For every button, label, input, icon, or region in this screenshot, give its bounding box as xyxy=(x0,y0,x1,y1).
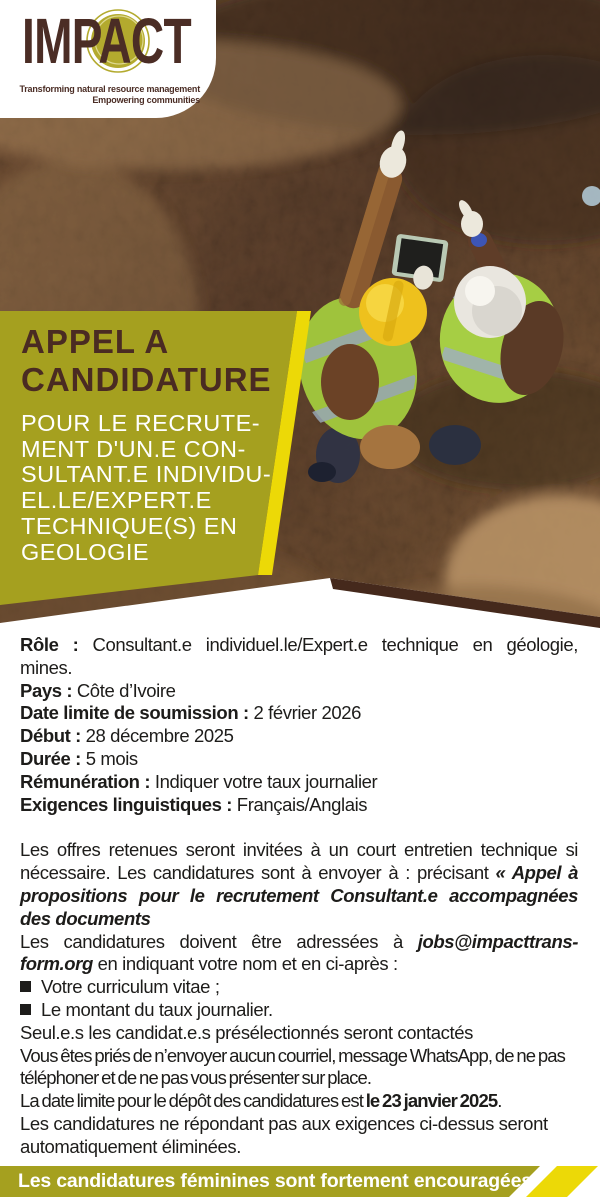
closing-lines xyxy=(20,1022,578,1159)
footer-banner xyxy=(0,1166,600,1200)
bullet-list xyxy=(20,976,578,1022)
impact-logo-text: IMPACT xyxy=(22,5,191,77)
bullet-item xyxy=(20,976,578,999)
text-segment: Les candidatures doivent être adressées à xyxy=(20,930,418,952)
text-segment: Les candidatures ne répondant pas aux exigences ci-dessus seront automatiquement éliminées. xyxy=(20,1112,548,1157)
detail-row: Début : 28 décembre 2025 xyxy=(20,725,234,747)
detail-row: Rôle : Consultant.e individuel.le/Expert.e technique en géologie, mines. xyxy=(20,634,578,678)
title-banner xyxy=(0,311,315,607)
detail-label: Début : xyxy=(20,725,81,747)
details-list xyxy=(20,634,578,816)
detail-row: Pays : Côte d’Ivoire xyxy=(20,679,176,701)
detail-label: Pays : xyxy=(20,679,73,701)
text-segment: Seul.e.s les candidat.e.s présélectionnés seront contactés xyxy=(20,1021,473,1043)
banner-subtitle-line: GEOLOGIE xyxy=(21,538,150,565)
text-segment: Vous êtes priés de n’envoyer aucun courriel, message WhatsApp, de ne pas téléphoner et de ne pas vous présenter sur place. xyxy=(20,1044,565,1089)
logo-tagline xyxy=(10,84,200,106)
text-segment: « Appel à propositions pour le recrutement Consultant.e accompagnées des documents xyxy=(20,862,578,929)
footer-text: Les candidatures féminines sont fortement encouragées xyxy=(18,1170,532,1192)
bullet-square-icon xyxy=(20,1004,31,1015)
banner-title xyxy=(21,323,272,399)
text-segment: le 23 janvier 2025 xyxy=(365,1090,498,1112)
banner-title-line2: CANDIDATURE xyxy=(21,361,272,398)
text-segment: La date limite pour le dépôt des candidatures est xyxy=(20,1090,366,1112)
banner-title-line1: APPEL A xyxy=(21,323,170,360)
bullet-square-icon xyxy=(20,981,31,992)
paragraph-email-instructions xyxy=(20,931,578,977)
closing-line xyxy=(20,1022,578,1045)
banner-subtitle-line: EL.LE/EXPERT.E xyxy=(21,487,212,514)
body-content xyxy=(20,634,578,1159)
detail-row: Rémunération : Indiquer votre taux journalier xyxy=(20,770,378,792)
closing-line xyxy=(20,1090,578,1113)
paragraph-application-info xyxy=(20,839,578,930)
text-segment: en indiquant votre nom et en ci-après : xyxy=(92,953,398,975)
detail-row: Date limite de soumission : 2 février 2026 xyxy=(20,702,361,724)
detail-label: Exigences linguistiques : xyxy=(20,793,233,815)
detail-label: Rémunération : xyxy=(20,770,151,792)
detail-label: Rôle : xyxy=(20,634,79,655)
text-segment: jobs@impacttrans-form.org xyxy=(20,930,578,975)
text-segment: . xyxy=(497,1090,502,1112)
detail-label: Date limite de soumission : xyxy=(20,702,249,724)
bullet-text: Votre curriculum vitae ; xyxy=(41,976,220,998)
detail-row: Durée : 5 mois xyxy=(20,747,138,769)
banner-subtitle-line: MENT D'UN.E CON- xyxy=(21,435,246,462)
closing-line xyxy=(20,1113,578,1159)
banner-subtitle-line: POUR LE RECRUTE- xyxy=(21,410,261,436)
closing-line xyxy=(20,1045,578,1091)
detail-row: Exigences linguistiques : Français/Anglais xyxy=(20,793,368,815)
logo-tagline-line2: Empowering communities xyxy=(92,95,200,105)
logo-box xyxy=(0,0,216,118)
bullet-text: Le montant du taux journalier. xyxy=(41,998,273,1020)
banner-subtitle xyxy=(21,411,271,565)
banner-subtitle-line: SULTANT.E INDIVIDU- xyxy=(21,461,272,488)
text-segment: Les offres retenues seront invitées à un court entretien technique si nécessaire. Les candidatures sont à envoyer à : précisant xyxy=(20,839,578,884)
logo-tagline-line1: Transforming natural resource management xyxy=(19,84,200,94)
banner-subtitle-line: TECHNIQUE(S) EN xyxy=(21,512,238,539)
bullet-item xyxy=(20,999,578,1022)
detail-label: Durée : xyxy=(20,747,81,769)
